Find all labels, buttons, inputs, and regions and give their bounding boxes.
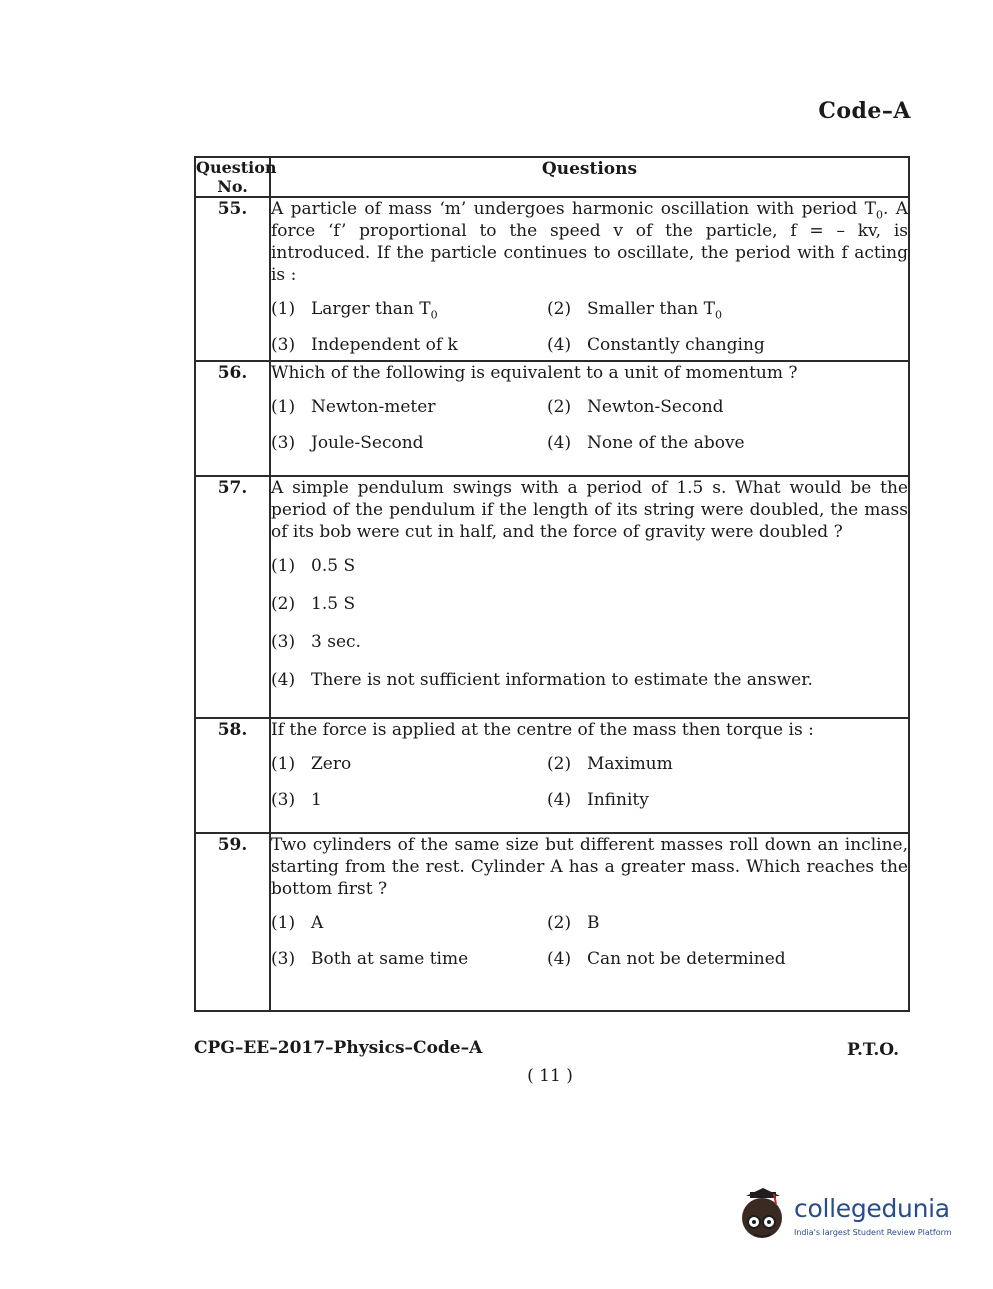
page-number: ( 11 ) bbox=[527, 1066, 573, 1086]
question-text: A particle of mass ‘m’ undergoes harmonic oscillation with period $T_0$. A force ‘f’ proportional to the speed v of the particle, f = – kv, is introduced. If the particle continues to oscillate, the period with f acting is : bbox=[271, 199, 908, 285]
questions-table bbox=[194, 156, 910, 1012]
question-text: If the force is applied at the centre of the mass then torque is : bbox=[271, 720, 814, 740]
option-1: (1) 0.5 S bbox=[271, 556, 356, 576]
option-2: (2) 1.5 S bbox=[271, 594, 356, 614]
question-text: A simple pendulum swings with a period of 1.5 s. What would be the period of the pendulum if the length of its string were doubled, the mass of its bob were cut in half, and the force of gravity were doubled ? bbox=[271, 478, 908, 542]
option-1: (1) A bbox=[271, 913, 324, 933]
options bbox=[271, 298, 908, 356]
question-body bbox=[270, 833, 909, 1011]
question-text: Which of the following is equivalent to a unit of momentum ? bbox=[271, 363, 798, 383]
option-2: (2) Newton-Second bbox=[547, 397, 724, 417]
option-4: (4) There is not sufficient information to estimate the answer. bbox=[271, 670, 813, 690]
option-4: (4) None of the above bbox=[547, 433, 745, 453]
logo-tagline: India's largest Student Review Platform bbox=[794, 1228, 952, 1237]
option-3: (3) Joule-Second bbox=[271, 433, 424, 453]
paper-code-label: Code–A bbox=[818, 98, 911, 124]
option-1: (1) Zero bbox=[271, 754, 352, 774]
mascot-icon bbox=[736, 1186, 792, 1246]
question-number: 55. bbox=[195, 197, 270, 361]
option-2: (2) Smaller than $T_0$ bbox=[547, 299, 722, 322]
question-row-57 bbox=[195, 476, 909, 718]
question-number: 58. bbox=[195, 718, 270, 833]
option-4: (4) Can not be determined bbox=[547, 949, 786, 969]
question-number: 56. bbox=[195, 361, 270, 476]
questions-header: Questions bbox=[270, 157, 909, 197]
question-row-59 bbox=[195, 833, 909, 1011]
options bbox=[271, 753, 908, 811]
question-body bbox=[270, 718, 909, 833]
option-4: (4) Infinity bbox=[547, 790, 649, 810]
logo-wordmark: collegedunia bbox=[794, 1194, 950, 1223]
option-4: (4) Constantly changing bbox=[547, 335, 765, 355]
option-3: (3) Independent of k bbox=[271, 335, 458, 355]
options bbox=[271, 912, 908, 970]
question-row-55 bbox=[195, 197, 909, 361]
question-no-header: Question No. bbox=[196, 158, 277, 196]
option-1: (1) Newton-meter bbox=[271, 397, 436, 417]
table-header-row bbox=[195, 157, 909, 197]
question-text: Two cylinders of the same size but different masses roll down an incline, starting from the rest. Cylinder A has a greater mass. Which reaches the bottom first ? bbox=[271, 835, 908, 899]
options bbox=[271, 396, 908, 454]
option-2: (2) Maximum bbox=[547, 754, 673, 774]
option-3: (3) 3 sec. bbox=[271, 632, 361, 652]
option-2: (2) B bbox=[547, 913, 600, 933]
option-1: (1) Larger than $T_0$ bbox=[271, 299, 438, 322]
question-row-58 bbox=[195, 718, 909, 833]
collegedunia-logo bbox=[736, 1186, 966, 1246]
question-body bbox=[270, 476, 909, 718]
question-number: 59. bbox=[195, 833, 270, 1011]
question-body bbox=[270, 197, 909, 361]
option-3: (3) Both at same time bbox=[271, 949, 469, 969]
options bbox=[271, 555, 908, 691]
footer-paper-code: CPG–EE–2017–Physics–Code–A bbox=[194, 1038, 483, 1058]
question-row-56 bbox=[195, 361, 909, 476]
question-body bbox=[270, 361, 909, 476]
footer-pto: P.T.O. bbox=[847, 1040, 899, 1060]
question-number: 57. bbox=[195, 476, 270, 718]
option-3: (3) 1 bbox=[271, 790, 322, 810]
